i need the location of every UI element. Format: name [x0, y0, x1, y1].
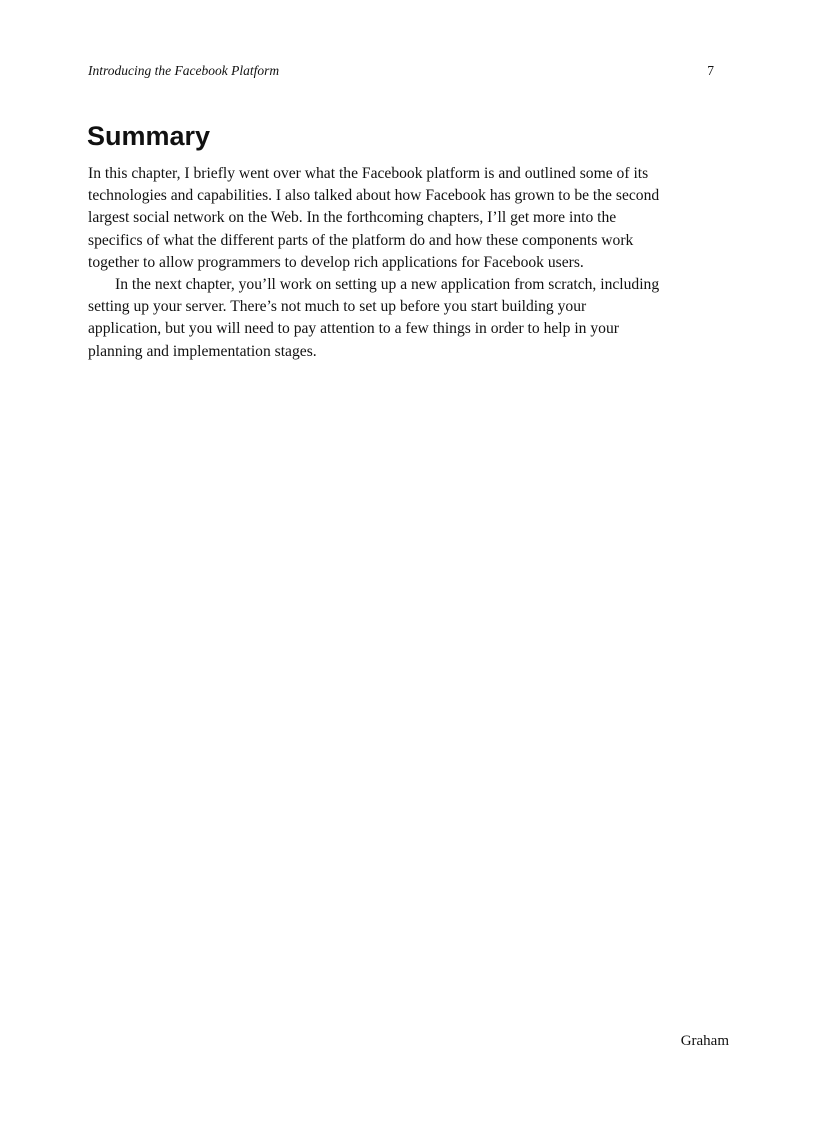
text-line: setting up your server. There’s not much to set up before you start building your [88, 298, 587, 316]
page-number: 7 [707, 63, 714, 78]
text-line: specifics of what the different parts of the platform do and how these components work [88, 231, 634, 249]
paragraph-1 [88, 163, 733, 274]
text-line: together to allow programmers to develop rich applications for Facebook users. [88, 253, 584, 271]
section-heading: Summary [87, 121, 211, 151]
text-line: In this chapter, I briefly went over what the Facebook platform is and outlined some of its [88, 165, 649, 182]
running-header [88, 63, 714, 81]
paragraph-2 [88, 274, 733, 363]
text-line: application, but you will need to pay attention to a few things in order to help in your [88, 320, 619, 338]
text-line: planning and implementation stages. [88, 342, 317, 360]
running-title: Introducing the Facebook Platform [88, 63, 280, 78]
text-line: technologies and capabilities. I also talked about how Facebook has grown to be the second [88, 187, 660, 205]
text-line: In the next chapter, you’ll work on setting up a new application from scratch, including [115, 276, 660, 294]
text-line: largest social network on the Web. In the forthcoming chapters, I’ll get more into the [88, 209, 617, 227]
footer-author: Graham [680, 1033, 729, 1049]
section-body [88, 163, 733, 363]
